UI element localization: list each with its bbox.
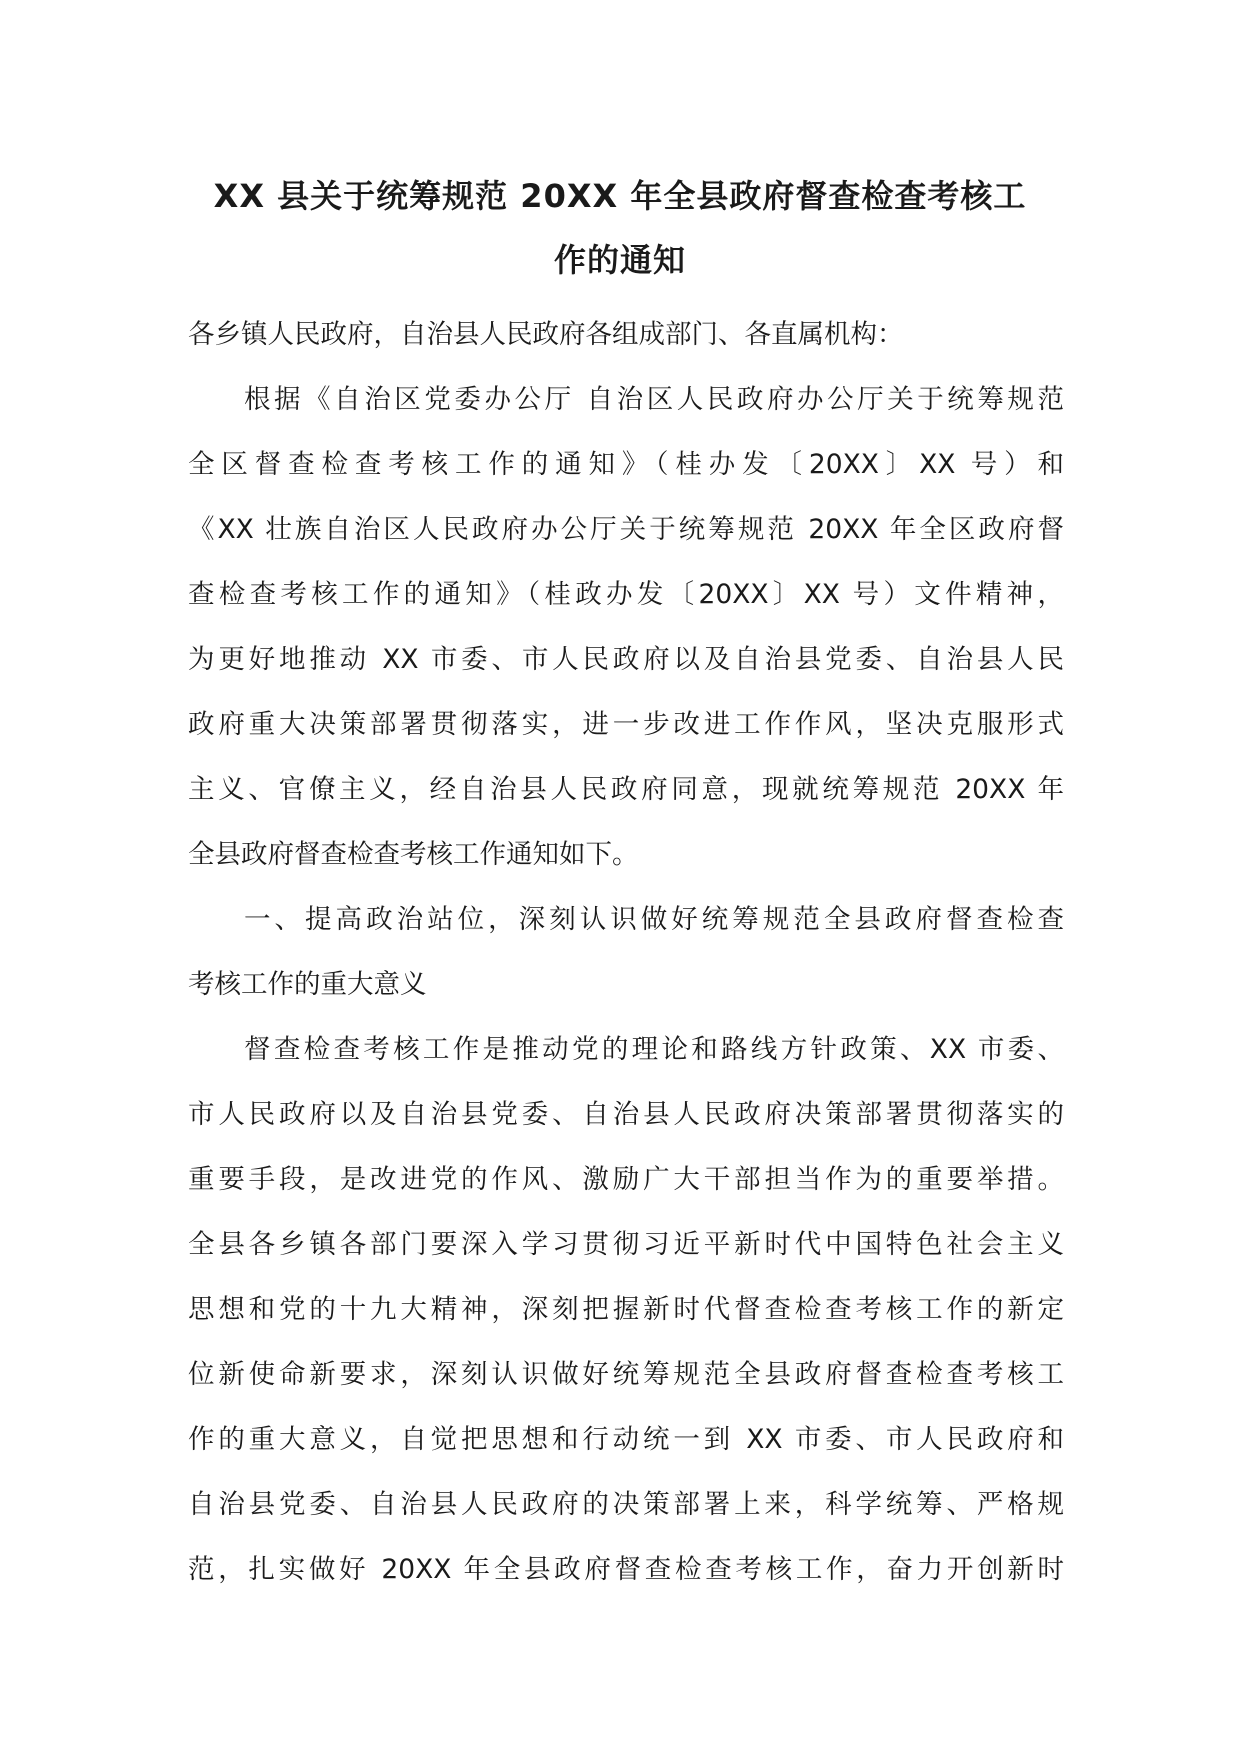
paragraph-line: 主义、官僚主义，经自治县人民政府同意，现就统筹规范 20XX 年 xyxy=(188,774,1064,805)
paragraph-line: 范，扎实做好 20XX 年全县政府督查检查考核工作，奋力开创新时 xyxy=(188,1554,1064,1585)
paragraph-line: 全区督查检查考核工作的通知》（桂办发〔20XX〕XX 号）和 xyxy=(188,449,1064,480)
salutation-line: 各乡镇人民政府，自治县人民政府各组成部门、各直属机构： xyxy=(188,319,904,350)
paragraph-line: 重要手段，是改进党的作风、激励广大干部担当作为的重要举措。 xyxy=(188,1164,1064,1195)
paragraph-line: 位新使命新要求，深刻认识做好统筹规范全县政府督查检查考核工 xyxy=(188,1359,1064,1390)
paragraph-line: 思想和党的十九大精神，深刻把握新时代督查检查考核工作的新定 xyxy=(188,1294,1064,1325)
paragraph-line: 《XX 壮族自治区人民政府办公厅关于统筹规范 20XX 年全区政府督 xyxy=(188,514,1064,545)
paragraph-line: 自治县党委、自治县人民政府的决策部署上来，科学统筹、严格规 xyxy=(188,1489,1064,1520)
paragraph-line: 市人民政府以及自治县党委、自治县人民政府决策部署贯彻落实的 xyxy=(188,1099,1064,1130)
paragraph-line: 全县政府督查检查考核工作通知如下。 xyxy=(188,839,639,870)
paragraph-line: 查检查考核工作的通知》（桂政办发〔20XX〕XX 号）文件精神， xyxy=(188,579,1064,610)
paragraph-line: 作的重大意义，自觉把思想和行动统一到 XX 市委、市人民政府和 xyxy=(188,1424,1064,1455)
document-title-line-2: 作的通知 xyxy=(553,241,686,279)
section-heading-line: 考核工作的重大意义 xyxy=(188,969,427,1000)
paragraph-line: 根据《自治区党委办公厅 自治区人民政府办公厅关于统筹规范 xyxy=(244,384,1064,415)
paragraph-line: 全县各乡镇各部门要深入学习贯彻习近平新时代中国特色社会主义 xyxy=(188,1229,1064,1260)
paragraph-line: 为更好地推动 XX 市委、市人民政府以及自治县党委、自治县人民 xyxy=(188,644,1064,675)
section-heading-line: 一、提高政治站位，深刻认识做好统筹规范全县政府督查检查 xyxy=(244,904,1064,935)
document-body xyxy=(188,302,1064,1602)
paragraph-line: 督查检查考核工作是推动党的理论和路线方针政策、XX 市委、 xyxy=(244,1034,1064,1065)
document-title-line-1: XX 县关于统筹规范 20XX 年全县政府督查检查考核工 xyxy=(213,177,1027,215)
paragraph-line: 政府重大决策部署贯彻落实，进一步改进工作作风，坚决克服形式 xyxy=(188,709,1064,740)
